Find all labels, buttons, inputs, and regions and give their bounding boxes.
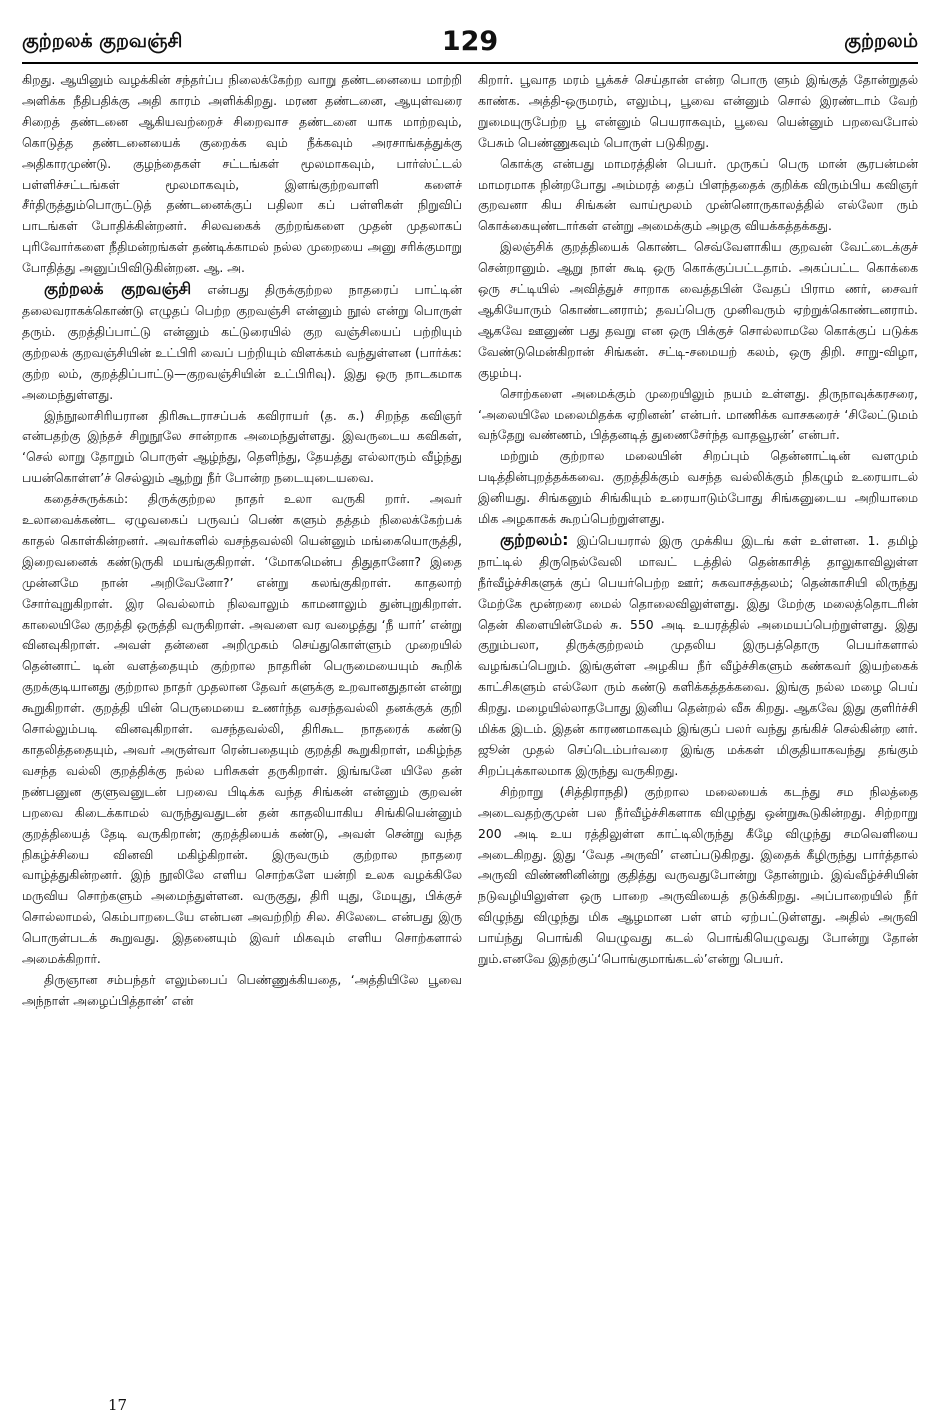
- paragraph: [478, 384, 918, 447]
- folio-number: 17: [108, 1396, 128, 1414]
- paragraph-text: இப்பெயரால் இரு முக்கிய இடங் கள் உள்ளன. 1. தமிழ் நாட்டில் திருநெல்வேலி மாவட் டத்தில் தென்காசித் தாலுகாவிலுள்ள நீர்வீழ்ச்சிகளுக் குப் பெயர்பெற்ற ஊர்; சுகவாசத்தலம்; தென்காசியி லிருந்து மேற்கே மூன்றரை மைல் தொலைவிலுள்ளது. இது மேற்கு மலைத்தொடரின் தென் கிளையின்மேல் சு. 550 அடி உயரத்தில் அமையப்பெற்றுள்ளது. இது குறும்பலா, திருக்குற்றலம் முதலிய இருபத்தொரு பெயர்களால் வழங்கப்பெறும். இங்குள்ள அழகிய நீர் வீழ்ச்சிகளும் கண்கவர் இயற்கைக் காட்சிகளும் எல்லோ ரும் கண்டு களிக்கத்தக்கவை. இங்கு நல்ல மழை பெய் கிறது. மழையில்லாதபோது இனிய தென்றல் வீசு கிறது. ஆகவே இது குளிர்ச்சி மிக்க இடம். இதன் காரணமாகவும் இங்குப் பலர் வந்து தங்கிச் செல்கின்ற னர். ஜூன் முதல் செப்டெம்பர்வரை இங்கு மக்கள் மிகுதியாகவந்து தங்கும் சிறப்புக்காலமாக இருந்து வருகிறது.: [478, 532, 918, 778]
- paragraph-text: திருஞான சம்பந்தர் எலும்பைப் பெண்ணுக்கியதை, ‘அத்தியிலே பூவை அந்நாள் அழைப்பித்தான்’ என்: [22, 971, 462, 1008]
- paragraph: [22, 489, 462, 970]
- paragraph: [478, 70, 918, 154]
- paragraph-text: இலஞ்சிக் குறத்தியைக் கொண்ட செவ்வேளாகிய குறவன் வேட்டைக்குச் சென்றானும். ஆறு நாள் கூடி ஒரு கொக்குப்பட்டதாம். அகப்பட்ட கொக்கை ஒரு சட்டியில் அவித்துச் சாறாக வைத்தபின் வேதப் பிராம ணர், சைவர் ஆகியோரும் கொண்டனராம்; தவப்பெரு முனிவரும் ஏற்றுக்கொண்டனராம். ஆகவே ஊனுண் பது தவறு என ஒரு பிக்குச் சொல்லாமலே கொக்குப் படுக்க வேண்டுமென்கிறான் சிங்கன். சட்டி-சமையற் கலம், ஒரு திறி. சாறு-விழா, குழம்பு.: [478, 239, 918, 380]
- page-number: 129: [441, 26, 499, 57]
- paragraph-text: கதைச்சுருக்கம்: திருக்குற்றல நாதர் உலா வருகி றார். அவர் உலாவைக்கண்ட ஏழுவகைப் பருவப் பெண் களும் தத்தம் நிலைக்கேற்பக் காதல் கொள்கின்றனர். அவர்களில் வசந்தவல்லி யென்னும் மங்கையொருத்தி, இறைவனைக் கண்டுருகி மயங்குகிறாள். ‘மோகமென்ப திதுதானோ? இதை முன்னமே நான் அறிவேனோ?’ என்று கலங்குகிறாள். காதலாற் சோர்வுறுகிறாள். இர வெல்லாம் நிலவாலும் காமனாலும் துன்புறுகிறாள். காலையிலே குறத்தி ஒருத்தி வருகிறாள். அவளை வர வழைத்து ‘நீ யார்’ என்று வினவுகிறாள். அவள் தன்னை அறிமுகம் செய்துகொள்ளும் முறையில் தென்னாட் டின் வளத்தையும் குற்றால நாதரின் பெருமையையும் கூறிக் குறக்குடியானது குற்றால நாதர் முதலான தேவர் களுக்கு உறவானதுதான் என்று கூறுகிறாள். குறத்தி யின் பெருமையை உணர்ந்த வசந்தவல்லி தனக்குக் குறி சொல்லும்படி வினவுகிறாள். வசந்தவல்லி, திரிகூட நாதரைக் கண்டு காதலித்ததையும், அவர் அருள்வா ரென்பதையும் குறத்தி கூறுகிறாள், மகிழ்ந்த வசந்த வல்லி குறத்திக்கு நல்ல பரிசுகள் தருகிறாள். இங்ஙனே யிலே தன் நண்பனுன குளுவனுடன் பறவை பிடிக்க வந்த சிங்கன் என்னும் குறவன் பறவை கிடைக்காமல் வருந்துவதுடன் தன் காதலியாகிய சிங்கியென்னும் குறத்தியைத் தேடி வருகிறான்; குறத்தியைக் கண்டு, அவள் சென்று வந்த நிகழ்ச்சியை வினவி மகிழ்கிறான். இருவரும் குற்றால நாதரை வாழ்த்துகின்றனர். இந் நூலிலே எளிய சொற்களே யன்றி உலக வழக்கிலே மருவிய சொற்களும் அமைந்துள்ளன. வருகுது, திரி யுது, மேயுது, பிக்குச் சொல்லாமல், கெம்பாறடையே என்பன அவற்றிற் சில. சிலேடை என்பது இரு பொருள்படக் கூறுவது. இதனையும் இவர் மிகவும் எளிய சொற்களால் அமைக்கிறார்.: [22, 491, 462, 967]
- paragraph-text: கிறது. ஆயினும் வழக்கின் சந்தர்ப்ப நிலைக்கேற்ற வாறு தண்டனையை மாற்றி அளிக்க நீதிபதிக்கு அதி காரம் அளிக்கிறது. மரண தண்டனை, ஆயுள்வரை சிறைத் தண்டனை ஆகியவற்றைச் சிறைவாச தண்டனை யாக மாற்றவும், கொடுத்த தண்டனையைக் குறைக்க வும் நீக்கவும் அரசாங்கத்துக்கு அதிகாரமுண்டு. குழந்தைகள் சட்டங்கள் மூலமாகவும், பார்ஸ்ட்டல் பள்ளிச்சட்டங்கள் மூலமாகவும், இளங்குற்றவாளி களைச் சீர்திருத்தும்பொருட்டுத் தண்டனைக்குப் பதிலா கப் பள்ளிகள் நிறுவிப் பாடங்கள் போதிக்கின்றனர். சிலவகைக் குற்றங்களை முதன் முதலாகப் புரிவோர்களை நீதிமன்றங்கள் தண்டிக்காமல் நல்ல முறையை அனு சரிக்குமாறு போதித்து அனுப்பிவிடுகின்றன. ஆ. அ.: [22, 72, 462, 276]
- paragraph-text: மற்றும் குற்றால மலையின் சிறப்பும் தென்னாட்டின் வளமும் படித்தின்புறத்தக்கவை. குறத்திக்கும் வசந்த வல்லிக்கும் நிகழும் உரையாடல் இனியது. சிங்கனும் சிங்கியும் உரையாடும்போது சிங்கனுடைய அறியாமை மிக அழகாகக் கூறப்பெற்றுள்ளது.: [478, 448, 918, 527]
- right-column: [478, 70, 918, 1370]
- running-title-left: குற்றலக் குறவஞ்சி: [22, 30, 183, 52]
- paragraph: [478, 782, 918, 970]
- text-columns: [22, 70, 918, 1370]
- paragraph-text: என்பது திருக்குற்றல நாதரைப் பாட்டின் தலைவராகக்கொண்டு எழுதப் பெற்ற குறவஞ்சி என்னும் நூல் என்று பொருள் தரும். குறத்திப்பாட்டு என்னும் கட்டுரையில் குற வஞ்சியைப் பற்றியும் குற்றலக் குறவஞ்சியின் உட்பிரி வைப் பற்றியும் விளக்கம் வந்துள்ளன (பார்க்க: குற்ற லம், குறத்திப்பாட்டு—குறவஞ்சியின் உட்பிரிவு). இது ஒரு நாடகமாக அமைந்துள்ளது.: [22, 282, 462, 402]
- left-column: [22, 70, 462, 1370]
- paragraph: [478, 237, 918, 383]
- paragraph: [478, 154, 918, 238]
- paragraph-text: சிற்றாறு (சித்திராநதி) குற்றால மலையைக் கடந்து சம நிலத்தை அடைவதற்குமுன் பல நீர்வீழ்ச்சிகளாக விழுந்து ஒன்றுகூடுகின்றது. சிற்றாறு 200 அடி உய ரத்திலுள்ள காட்டிலிருந்து கீழே விழுந்து சமவெளியை அடைகிறது. இது ‘வேத அருவி’ எனப்படுகிறது. இதைக் கீழிருந்து பார்த்தால் அருவி விண்ணினின்று குதித்து வருவதுபோன்று தோன்றும். இவ்வீழ்ச்சியின் நடுவழியிலுள்ள ஒரு பாறை அருவியைத் தடுக்கிறது. அப்பாறையில் நீர் விழுந்து விழுந்து மிக ஆழமான பள் ளம் ஏற்பட்டுள்ளது. அதில் அருவி பாய்ந்து பொங்கி யெழுவது கடல் பொங்கியெழுவது போன்று தோன் றும்.எனவே இதற்குப்‘பொங்குமாங்கடல்’என்று பெயர்.: [478, 783, 918, 967]
- paragraph-text: இந்நூலாசிரியரான திரிகூடராசப்பக் கவிராயர் (த. க.) சிறந்த கவிஞர் என்பதற்கு இந்தச் சிறுநூலே சான்றாக அமைந்துள்ளது. இவருடைய கவிகள், ‘செல் லாறு தோறும் பொருள் ஆழ்ந்து, தெளிந்து, தேயத்து எல்லாரும் வீழ்ந்து பயன்கொள்ள’ச் செல்லும் ஆற்று நீர் போன்ற நடையுடையவை.: [22, 407, 462, 486]
- running-title-right: குற்றலம்: [844, 30, 918, 52]
- paragraph: [478, 446, 918, 530]
- paragraph-text: கிறார். பூவாத மரம் பூக்கச் செய்தான் என்ற பொரு ளும் இங்குத் தோன்றுதல் காண்க. அத்தி-ஒருமரம், எலும்பு, பூவை என்னும் சொல் இரண்டாம் வேற் றுமையுருபேற்ற பூ என்னும் பெயராகவும், பூவை யென்னும் பறவைபோல் பேசும் பெண்ணுகவும் பொருள் படுகிறது.: [478, 72, 918, 150]
- paragraph: [22, 970, 462, 1012]
- entry-headword: குற்றலம்:: [500, 529, 569, 549]
- header-rule: [22, 62, 918, 64]
- paragraph: [22, 279, 462, 405]
- entry-headword: குற்றலக் குறவஞ்சி: [44, 279, 192, 299]
- paragraph-text: சொற்களை அமைக்கும் முறையிலும் நயம் உள்ளது. திருநாவுக்கரசரை, ‘அலையிலே மலைமிதக்க ஏறினன்’ என்பர். மாணிக்க வாசகரைச் ‘சிலேட்டுமம் வந்தேறு வண்ணம், பித்தனடித் துணைசேர்ந்த வாதவூரன்’ என்பர்.: [478, 385, 918, 443]
- paragraph: [22, 70, 462, 279]
- page-header: [22, 4, 918, 57]
- paragraph: [22, 406, 462, 490]
- paragraph-text: கொக்கு என்பது மாமரத்தின் பெயர். முருகப் பெரு மான் சூரபன்மன் மாமரமாக நின்றபோது அம்மரத் தைப் பிளந்ததைக் குறிக்க விரும்பிய கவிஞர் குறவனா கிய சிங்கன் வாய்மூலம் முன்னொருகாலத்தில் எல்லோ ரும் கொக்கையுண்டார்கள் என்று அமைக்கும் அழகு வியக்கத்தக்கது.: [478, 155, 918, 234]
- paragraph: [478, 530, 918, 782]
